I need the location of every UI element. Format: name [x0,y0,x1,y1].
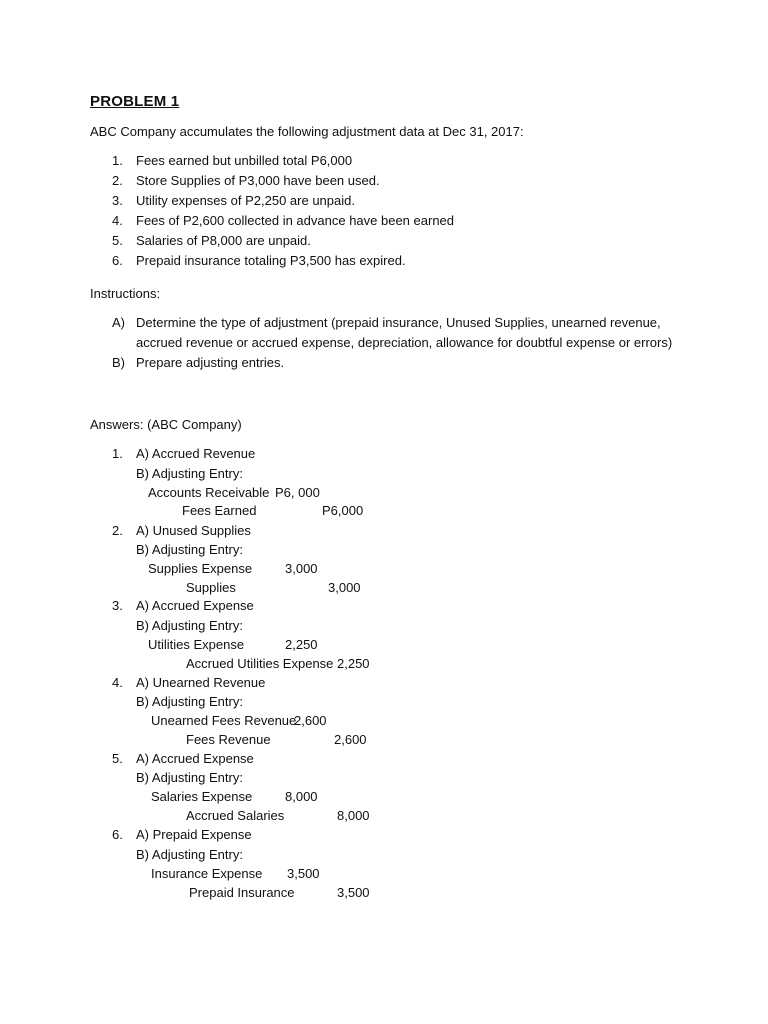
credit-account: Supplies [186,580,236,595]
answer-entry-label: B) Adjusting Entry: [136,618,243,633]
credit-amount: 2,600 [334,732,367,747]
debit-amount: 3,500 [287,866,320,881]
problem-item-number: 6. [112,253,123,268]
problem-intro: ABC Company accumulates the following adjustment data at Dec 31, 2017: [90,124,524,139]
answer-number: 6. [112,827,123,842]
problem-item-number: 2. [112,173,123,188]
credit-account: Accrued Utilities Expense [186,656,334,671]
problem-item-text: Fees of P2,600 collected in advance have been earned [136,213,455,228]
answer-number: 1. [112,446,123,461]
instruction-letter: B) [112,355,125,370]
debit-amount: P6, 000 [275,485,320,500]
credit-amount: 3,500 [337,885,370,900]
instructions-label: Instructions: [90,286,161,301]
debit-amount: 3,000 [285,561,318,576]
answer-type: A) Accrued Revenue [136,446,256,461]
answer-entry-label: B) Adjusting Entry: [136,770,243,785]
credit-account: Fees Revenue [186,732,271,747]
answers-label: Answers: (ABC Company) [90,417,242,432]
debit-amount: 2,600 [294,713,327,728]
problem-item-text: Salaries of P8,000 are unpaid. [136,233,311,248]
answer-type: A) Accrued Expense [136,751,254,766]
problem-item-text: Prepaid insurance totaling P3,500 has expired. [136,253,406,268]
credit-amount: P6,000 [322,503,364,518]
answer-entry-label: B) Adjusting Entry: [136,847,243,862]
answer-entry-label: B) Adjusting Entry: [136,466,243,481]
debit-account: Supplies Expense [148,561,253,576]
instruction-text: Determine the type of adjustment (prepaid insurance, Unused Supplies, unearned revenue, [136,315,661,330]
debit-account: Insurance Expense [151,866,263,881]
answer-type: A) Unused Supplies [136,523,251,538]
credit-account: Prepaid Insurance [189,885,295,900]
answer-number: 4. [112,675,123,690]
problem-item-text: Fees earned but unbilled total P6,000 [136,153,353,168]
credit-amount: 8,000 [337,808,370,823]
problem-item-text: Store Supplies of P3,000 have been used. [136,173,380,188]
problem-title: PROBLEM 1 [90,93,180,110]
problem-item-number: 4. [112,213,123,228]
credit-account: Fees Earned [182,503,257,518]
debit-account: Accounts Receivable [148,485,270,500]
answer-entry-label: B) Adjusting Entry: [136,694,243,709]
debit-amount: 8,000 [285,789,318,804]
debit-account: Salaries Expense [151,789,253,804]
problem-item-number: 5. [112,233,123,248]
credit-account: Accrued Salaries [186,808,285,823]
debit-account: Unearned Fees Revenue [151,713,297,728]
problem-item-number: 3. [112,193,123,208]
answer-type: A) Unearned Revenue [136,675,266,690]
instruction-letter: A) [112,315,125,330]
credit-amount: 2,250 [337,656,370,671]
instruction-text: accrued revenue or accrued expense, depreciation, allowance for doubtful expense or errors) [136,335,673,350]
instruction-text: Prepare adjusting entries. [136,355,285,370]
problem-item-number: 1. [112,153,123,168]
answer-type: A) Accrued Expense [136,598,254,613]
answer-type: A) Prepaid Expense [136,827,252,842]
problem-item-text: Utility expenses of P2,250 are unpaid. [136,193,355,208]
answer-number: 3. [112,598,123,613]
debit-account: Utilities Expense [148,637,245,652]
credit-amount: 3,000 [328,580,361,595]
answer-number: 5. [112,751,123,766]
debit-amount: 2,250 [285,637,318,652]
answer-entry-label: B) Adjusting Entry: [136,542,243,557]
answer-number: 2. [112,523,123,538]
